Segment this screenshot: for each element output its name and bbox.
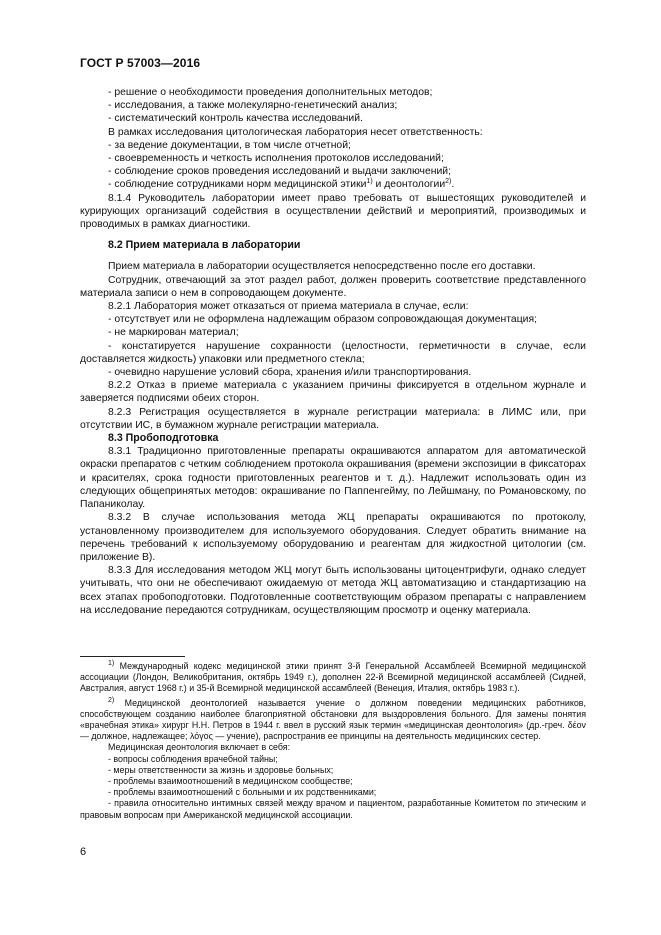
main-text	[80, 86, 586, 617]
responsibility-intro: В рамках исследования цитологическая лаборатория несет ответственность:	[108, 126, 483, 138]
list-item: - за ведение документации, в том числе отчетной;	[108, 139, 351, 151]
ethics-text: - соблюдение сотрудниками норм медицинской этики	[108, 179, 367, 191]
list-item-ethics	[80, 178, 586, 191]
list-item: - проблемы взаимоотношений с больными и их родственниками;	[108, 787, 377, 798]
list-item: - систематический контроль качества исследований.	[108, 113, 363, 125]
footnote-ref-1[interactable]: 1)	[366, 178, 373, 186]
list-item: - отсутствует или не оформлена надлежащим образом сопровождающая документация;	[108, 314, 537, 326]
document-header: ГОСТ Р 57003—2016	[80, 56, 201, 70]
ethics-text-2: и деонтологии	[372, 179, 446, 191]
list-item: - проблемы взаимоотношений в медицинском сообществе;	[108, 776, 353, 787]
list-item: - решение о необходимости проведения дополнительных методов;	[108, 87, 433, 98]
paragraph: Прием материала в лаборатории осуществляется непосредственно после его доставки.	[108, 261, 536, 273]
ethics-end: .	[451, 179, 455, 191]
list-item: - не маркирован материал;	[108, 327, 239, 339]
footnotes	[80, 661, 586, 821]
paragraph-8-2-2: 8.2.2 Отказ в приеме материала с указанием причины фиксируется в отдельном журнале и заверяется подписями обеих сторон.	[80, 380, 586, 405]
footnote-mark-1: 1)	[108, 660, 115, 667]
paragraph: Сотрудник, отвечающий за этот раздел работ, должен проверить соответствие представленного материала записи о нем в сопроводающем документе.	[80, 274, 586, 299]
footnote-2-text: Медицинской деонтологией называется учение о должном поведении медицинских работников, способствующем созданию наиболее благоприятной обстановки для выздоровления больного. Для замены понятия «врачебная этика» хирург Н.Н. Петров в 1944 г. ввел в русский язык термин «медицинская деонтология» (др.-греч. δέον — должное, надлежащее; λόγος — учение), распространив ее принципы на деятельность медицинских сестер.	[80, 697, 586, 742]
footnote-2	[80, 698, 586, 743]
paragraph-8-3-3: 8.3.3 Для исследования методом ЖЦ могут быть использованы цитоцентрифуги, однако следует учитывать, что они не обеспечивают ожидаемую от метода ЖЦ автоматизацию и стандартизацию на всех этапах пробоподготовки. Подготовленные соответствующим образом препараты с направлением на исследование передаются сотрудникам, осуществляющим просмотр и оценку материала.	[80, 565, 586, 616]
list-item: - вопросы соблюдения врачебной тайны;	[108, 753, 278, 764]
list-item: - очевидно нарушение условий сбора, хранения и/или транспортирования.	[108, 367, 472, 379]
list-item: - правила относительно интимных связей между врачом и пациентом, разработанные Комитетом по этическим и правовым вопросам при Американской медицинской ассоциации.	[80, 798, 586, 820]
list-item: - соблюдение сроков проведения исследований и выдачи заключений;	[108, 166, 451, 178]
footnote-1-text: Международный кодекс медицинской этики принят 3-й Генеральной Ассамблеей Всемирной медицинской ассоциации (Лондон, Великобритания, октябрь 1949 г.), дополнен 22-й Всемирной медицинской ассамблеей (Сидней, Австралия, август 1968 г.) и 35-й Всемирной медицинской ассамблеей (Венеция, Италия, октябрь 1983 г.).	[80, 661, 586, 694]
paragraph-8-2-1: 8.2.1 Лаборатория может отказаться от приема материала в случае, если:	[108, 301, 469, 313]
section-title-8-3: 8.3 Пробоподготовка	[108, 432, 219, 445]
list-item: - констатируется нарушение сохранности (целостности, герметичности в случае, если доставляется жидкость) упаковки или предметного стекла;	[80, 340, 586, 365]
footnote-divider	[80, 656, 185, 657]
paragraph-8-3-2: 8.3.2 В случае использования метода ЖЦ препараты окрашиваются по протоколу, установленному производителем для используемого оборудования. Следует обратить внимание на перечень требований к используемому оборудованию и реагентам для жидкостной цитологии (см. приложение В).	[80, 512, 586, 563]
paragraph-8-2-3: 8.2.3 Регистрация осуществляется в журнале регистрации материала: в ЛИМС или, при отсутствии ИС, в бумажном журнале регистрации материала.	[80, 406, 586, 431]
list-item: - меры ответственности за жизнь и здоровье больных;	[108, 764, 334, 775]
section-title-8-2: 8.2 Прием материала в лаборатории	[108, 239, 301, 252]
footnote-mark-2: 2)	[108, 696, 115, 704]
paragraph-8-3-1: 8.3.1 Традиционно приготовленные препараты окрашиваются аппаратом для автоматической окраски препаратов с четким соблюдением протокола окрашивания (времени экспозиции в фиксаторах и красителях, срока годности приготовленных реагентов и т. д.). Надлежит использовать один из следующих общепринятых методов: окрашивание по Паппенгейму, по Лейшману, по Романовскому, по Папаниколау.	[80, 446, 586, 511]
paragraph-8-1-4: 8.1.4 Руководитель лаборатории имеет право требовать от вышестоящих руководителей и курирующих организаций содействия в осуществлении действий и мероприятий, производимых и проводимых в рамках диагностики.	[80, 192, 586, 231]
page-number: 6	[80, 846, 87, 858]
footnote-1	[80, 661, 586, 695]
deontology-intro: Медицинская деонтология включает в себя:	[108, 742, 291, 753]
list-item: - своевременность и четкость исполнения протоколов исследований;	[108, 153, 444, 165]
footnote-ref-2[interactable]: 2)	[445, 178, 452, 186]
list-item: - исследования, а также молекулярно-генетический анализ;	[108, 100, 398, 112]
